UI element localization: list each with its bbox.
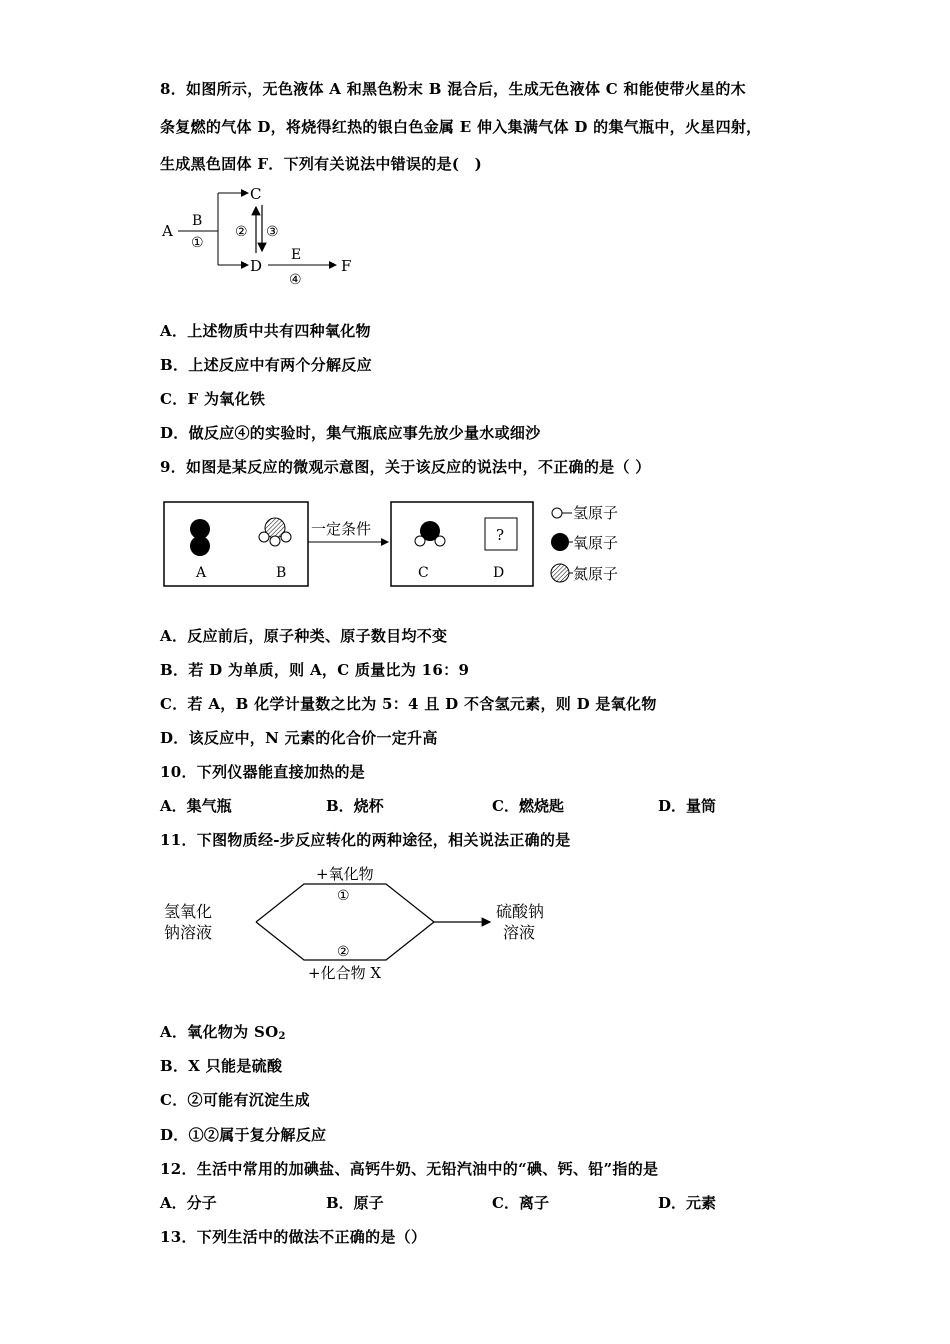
q10-stem: 10．下列仪器能直接加热的是 (160, 763, 366, 781)
q8-stem-line2: 条复燃的气体 D，将烧得红热的银白色金属 E 伸入集满气体 D 的集气瓶中，火星四射， (160, 118, 762, 136)
q8-label-D: D (250, 257, 263, 275)
q9-stem: 9．如图是某反应的微观示意图，关于该反应的说法中，不正确的是（ ） (160, 458, 651, 476)
q8-stem-line1: 8．如图所示，无色液体 A 和黑色粉末 B 混合后，生成无色液体 C 和能使带火星的木 (160, 80, 746, 98)
q12-option-a: A．分子 (160, 1194, 217, 1212)
q8-step2: ② (235, 224, 248, 240)
q10-option-d: D．量筒 (658, 797, 717, 815)
q8-option-b: B．上述反应中有两个分解反应 (160, 356, 372, 374)
q12-stem: 12．生活中常用的加碘盐、高钙牛奶、无铅汽油中的“碘、钙、铅”指的是 (160, 1160, 659, 1178)
q12-option-b: B．原子 (326, 1194, 384, 1212)
q9-label-B: B (276, 565, 287, 581)
q9-label-C: C (418, 565, 429, 581)
q9-condition: 一定条件 (311, 520, 372, 538)
q9-option-a: A．反应前后，原子种类、原子数目均不变 (160, 627, 448, 645)
q9-legend-nitrogen: 氮原子 (573, 565, 619, 583)
q11-left-line1: 氢氧化 (164, 902, 213, 921)
q9-option-c: C．若 A，B 化学计量数之比为 5：4 且 D 不含氢元素，则 D 是氧化物 (160, 695, 657, 713)
q8-option-d: D．做反应④的实验时，集气瓶底应事先放少量水或细沙 (160, 424, 541, 442)
q8-step1: ① (191, 235, 204, 251)
q11-top-label: +氧化物 (316, 865, 374, 883)
q9-option-b: B．若 D 为单质，则 A，C 质量比为 16：9 (160, 661, 470, 679)
q9-option-d: D．该反应中，N 元素的化合价一定升高 (160, 729, 438, 747)
q10-option-a: A．集气瓶 (160, 797, 232, 815)
q11-top-num: ① (337, 888, 350, 904)
q8-label-C: C (250, 185, 262, 203)
q9-unknown-mark: ? (496, 526, 505, 544)
q8-step4: ④ (289, 272, 302, 288)
q10-option-b: B．烧杯 (326, 797, 384, 815)
q9-label-A: A (196, 565, 207, 581)
q9-micro-diagram (160, 498, 660, 592)
q12-option-c: C．离子 (492, 1194, 549, 1212)
q11-option-b: B．X 只能是硫酸 (160, 1057, 283, 1075)
q12-option-d: D．元素 (658, 1194, 717, 1212)
q11-bottom-num: ② (337, 944, 350, 960)
q11-right-line1: 硫酸钠 (496, 902, 545, 921)
q11-option-d: D．①②属于复分解反应 (160, 1126, 327, 1144)
q10-option-c: C．燃烧匙 (492, 797, 564, 815)
q9-legend-hydrogen: 氢原子 (573, 504, 619, 522)
q8-label-E: E (291, 247, 302, 263)
q8-option-a: A．上述物质中共有四种氧化物 (160, 322, 371, 340)
q8-option-c: C．F 为氧化铁 (160, 390, 266, 408)
q11-option-a (160, 1021, 286, 1042)
q11-option-a-text: A．氧化物为 SO (160, 1023, 279, 1041)
q8-stem-line3: 生成黑色固体 F．下列有关说法中错误的是( ) (160, 155, 482, 173)
q11-option-c: C．②可能有沉淀生成 (160, 1091, 310, 1109)
q11-left-line2: 钠溶液 (164, 923, 213, 942)
q11-pathway-diagram (160, 860, 560, 985)
q8-label-B: B (192, 213, 203, 229)
q8-label-F: F (341, 257, 352, 275)
q8-label-A: A (162, 222, 173, 240)
q11-bottom-label: +化合物 X (308, 964, 382, 982)
q8-step3: ③ (266, 224, 279, 240)
q13-stem: 13．下列生活中的做法不正确的是（） (160, 1228, 427, 1246)
q11-right-line2: 溶液 (503, 923, 536, 942)
q11-option-a-subscript: 2 (278, 1031, 286, 1042)
q9-legend-oxygen: 氧原子 (573, 534, 619, 552)
q11-stem: 11．下图物质经-步反应转化的两种途径，相关说法正确的是 (160, 831, 571, 849)
q9-label-D: D (493, 565, 505, 581)
q8-reaction-diagram (158, 183, 368, 293)
